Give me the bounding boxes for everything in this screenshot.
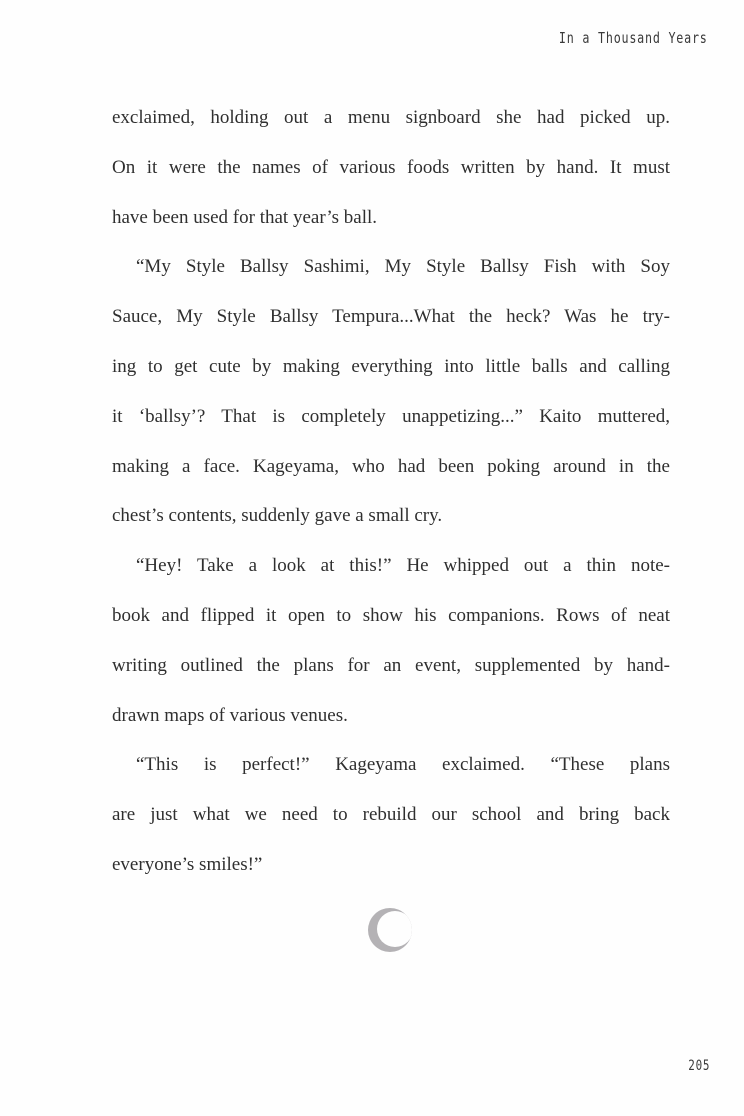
- text-line: it ‘ballsy’? That is completely unappetizing...” Kaito muttered,: [112, 405, 670, 427]
- text-line: “My Style Ballsy Sashimi, My Style Ballsy Fish with Soy: [136, 256, 670, 278]
- running-header-title: In a Thousand Years: [559, 29, 708, 47]
- text-line: “This is perfect!” Kageyama exclaimed. “These plans: [136, 754, 670, 776]
- text-line: are just what we need to rebuild our school and bring back: [112, 804, 670, 826]
- crescent-moon-cutout: [377, 911, 412, 947]
- text-line: Sauce, My Style Ballsy Tempura...What the heck? Was he try-: [112, 306, 670, 328]
- text-line: exclaimed, holding out a menu signboard she had picked up.: [112, 107, 670, 128]
- text-line: everyone’s smiles!”: [112, 853, 263, 875]
- scene-break-ornament: [368, 908, 412, 952]
- page-number: 205: [687, 1058, 710, 1074]
- text-line: have been used for that year’s ball.: [112, 206, 378, 228]
- text-line: making a face. Kageyama, who had been poking around in the: [112, 455, 670, 477]
- text-line: “Hey! Take a look at this!” He whipped out a thin note-: [136, 555, 670, 577]
- text-line: ing to get cute by making everything into little balls and calling: [112, 355, 670, 377]
- text-line: On it were the names of various foods written by hand. It must: [112, 156, 670, 178]
- text-block: [112, 93, 670, 890]
- crescent-moon-icon: [368, 908, 412, 952]
- text-line: drawn maps of various venues.: [112, 704, 348, 726]
- text-line: writing outlined the plans for an event, supplemented by hand-: [112, 654, 670, 676]
- text-line: chest’s contents, suddenly gave a small cry.: [112, 505, 443, 527]
- text-line: book and flipped it open to show his companions. Rows of neat: [112, 604, 670, 626]
